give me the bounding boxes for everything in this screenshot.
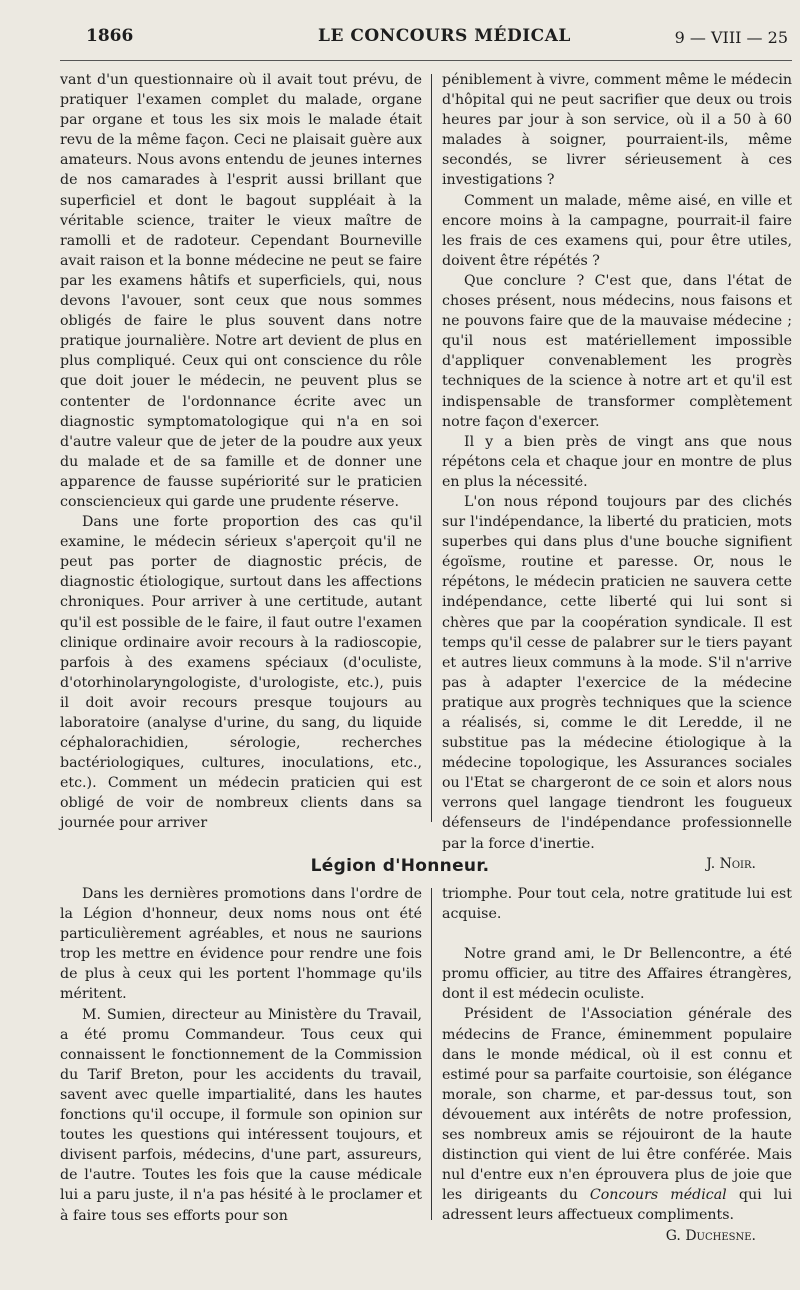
journal-name: Concours médical — [589, 1187, 727, 1204]
section-title: Légion d'Honneur. — [310, 856, 490, 876]
article2-signature: G. Duchesne. — [665, 1227, 756, 1244]
journal-title: LE CONCOURS MÉDICAL — [318, 26, 571, 46]
article2-column-left — [60, 884, 422, 1226]
article2-paragraph: Dans les dernières promotions dans l'ordre de la Légion d'honneur, deux noms nous ont été particulièrement agréables, et nous ne saurions trop les mettre en évidence pour rendre une fois de plus à ceux qui les portent l'hommage qu'ils méritent. — [60, 886, 422, 1003]
article1-paragraph: L'on nous répond toujours par des clichés sur l'indépendance, la liberté du praticien, mots superbes qui dans plus d'une bouche signifient égoïsme, routine et paresse. Or, nous le répétons, le médecin praticien ne sauvera cette indépendance, cette liberté qui lui sont si chères que par la coopération syndicale. Il est temps qu'il cesse de palabrer sur le tiers payant et autres lieux communs à la mode. S'il n'arrive pas à adapter l'exercice de la médecine pratique aux progrès techniques que la science a réalisés, si, comme le dit Leredde, il ne substitue pas la médecine étiologique à la médecine topologique, les Assurances sociales ou l'Etat se chargeront de ce soin et alors nous verrons quel langage tiendront les fougueux défenseurs de l'indépendance professionnelle par la force d'inertie. — [442, 493, 792, 852]
article1-paragraph: Dans une forte proportion des cas qu'il examine, le médecin sérieux s'aperçoit qu'il ne peut pas porter de diagnostic précis, de diagnostic étiologique, surtout dans les affections chroniques. Pour arriver à une certitude, autant qu'il est possible de le faire, il faut outre l'examen clinique ordinaire avoir recours à la radioscopie, parfois à des examens spéciaux (d'oculiste, d'otorhinolaryngologiste, d'urologiste, etc.), puis il doit avoir recours presque toujours au laboratoire (analyse d'urine, du sang, du liquide céphalorachidien, sérologie, recherches bactériologiques, cultures, inoculations, etc., etc.). Comment un médecin praticien qui est obligé de voir de nombreux clients dans sa journée pour arriver — [60, 514, 422, 832]
article1-paragraph: vant d'un questionnaire où il avait tout prévu, de pratiquer l'examen complet du malade, organe par organe et tous les six mois le malade était revu de la même façon. Ceci ne plaisait guère aux amateurs. Nous avons entendu de jeunes internes de nos camarades à l'esprit aussi brillant que superficiel et dont le bagout suppléait à la véritable science, traiter le vieux maître de ramolli et de radoteur. Cependant Bourneville avait raison et la bonne médecine ne peut se faire par les examens hâtifs et superficiels, qui, nous devons l'avouer, sont ceux que nous sommes obligés de faire le plus souvent dans notre pratique journalière. Notre art devient de plus en plus compliqué. Ceux qui ont conscience du rôle que doit jouer le médecin, ne peuvent plus se contenter de l'ordonnance écrite avec un diagnostic symptomatologique qui n'a en soi d'autre valeur que de jeter de la poudre aux yeux du malade et de sa famille et de donner une apparence de fausse supériorité sur le praticien consciencieux qui garde une prudente réserve. — [60, 72, 422, 510]
article2-paragraph: triomphe. Pour tout cela, notre gratitude lui est acquise. — [442, 886, 792, 923]
article2-paragraph — [442, 1004, 792, 1225]
header-rule — [60, 60, 792, 61]
paragraph-gap — [442, 924, 792, 944]
page-header — [86, 26, 788, 52]
paragraph-text: qui lui adressent leurs affectueux compliments. — [442, 1187, 792, 1224]
article2-paragraph: M. Sumien, directeur au Ministère du Travail, a été promu Commandeur. Tous ceux qui connaissent le fonctionnement de la Commission du Tarif Breton, pour les accidents du travail, savent avec quelle impartialité, dans les hautes fonctions qu'il occupe, il formule son opinion sur toutes les questions qui intéressent toujours, et divisent parfois, médecins, d'une part, assureurs, de l'autre. Toutes les fois que la cause médicale lui a paru juste, il n'a pas hésité à le proclamer et à faire tous ses efforts pour son — [60, 1006, 422, 1224]
article1-signature: J. Noir. — [706, 855, 756, 872]
article1-column-left — [60, 70, 422, 834]
article1-paragraph: Que conclure ? C'est que, dans l'état de choses présent, nous médecins, nous faisons et ne pouvons faire que de la mauvaise médecine ; qu'il nous est matériellement impossible d'appliquer convenablement les progrès techniques de la science à notre art et qu'il est indispensable de transformer complètement notre façon d'exercer. — [442, 272, 792, 430]
article1-paragraph: Comment un malade, même aisé, en ville et encore moins à la campagne, pourrait-il faire les frais de ces examens qui, pour être utiles, doivent être répétés ? — [442, 192, 792, 269]
column-divider — [431, 74, 432, 822]
issue-date: 9 — VIII — 25 — [674, 28, 788, 47]
article1-column-right — [442, 70, 792, 874]
paragraph-text: Président de l'Association générale des médecins de France, éminemment populaire dans le monde médical, où il est connu et estimé pour sa parfaite courtoisie, son élégance morale, son charme, et par-dessus tout, son dévouement aux intérêts de notre profession, ses nombreux amis se réjouiront de la haute distinction qui vient de lui être conférée. Mais nul d'entre eux n'en éprouvera plus de joie que les dirigeants du — [442, 1006, 792, 1204]
article2-paragraph: Notre grand ami, le Dr Bellencontre, a été promu officier, au titre des Affaires étrangères, dont il est médecin oculiste. — [442, 946, 792, 1003]
article1-paragraph: péniblement à vivre, comment même le médecin d'hôpital qui ne peut sacrifier que deux ou trois heures par jour à son service, où il a 50 à 60 malades à soigner, pourraient-ils, même secondés, se livrer sérieusement à ces investigations ? — [442, 72, 792, 189]
article1-paragraph: Il y a bien près de vingt ans que nous répétons cela et chaque jour en montre de plus en plus la nécessité. — [442, 433, 792, 490]
page-number: 1866 — [86, 26, 134, 46]
article2-column-right — [442, 884, 792, 1246]
column-divider — [431, 888, 432, 1220]
